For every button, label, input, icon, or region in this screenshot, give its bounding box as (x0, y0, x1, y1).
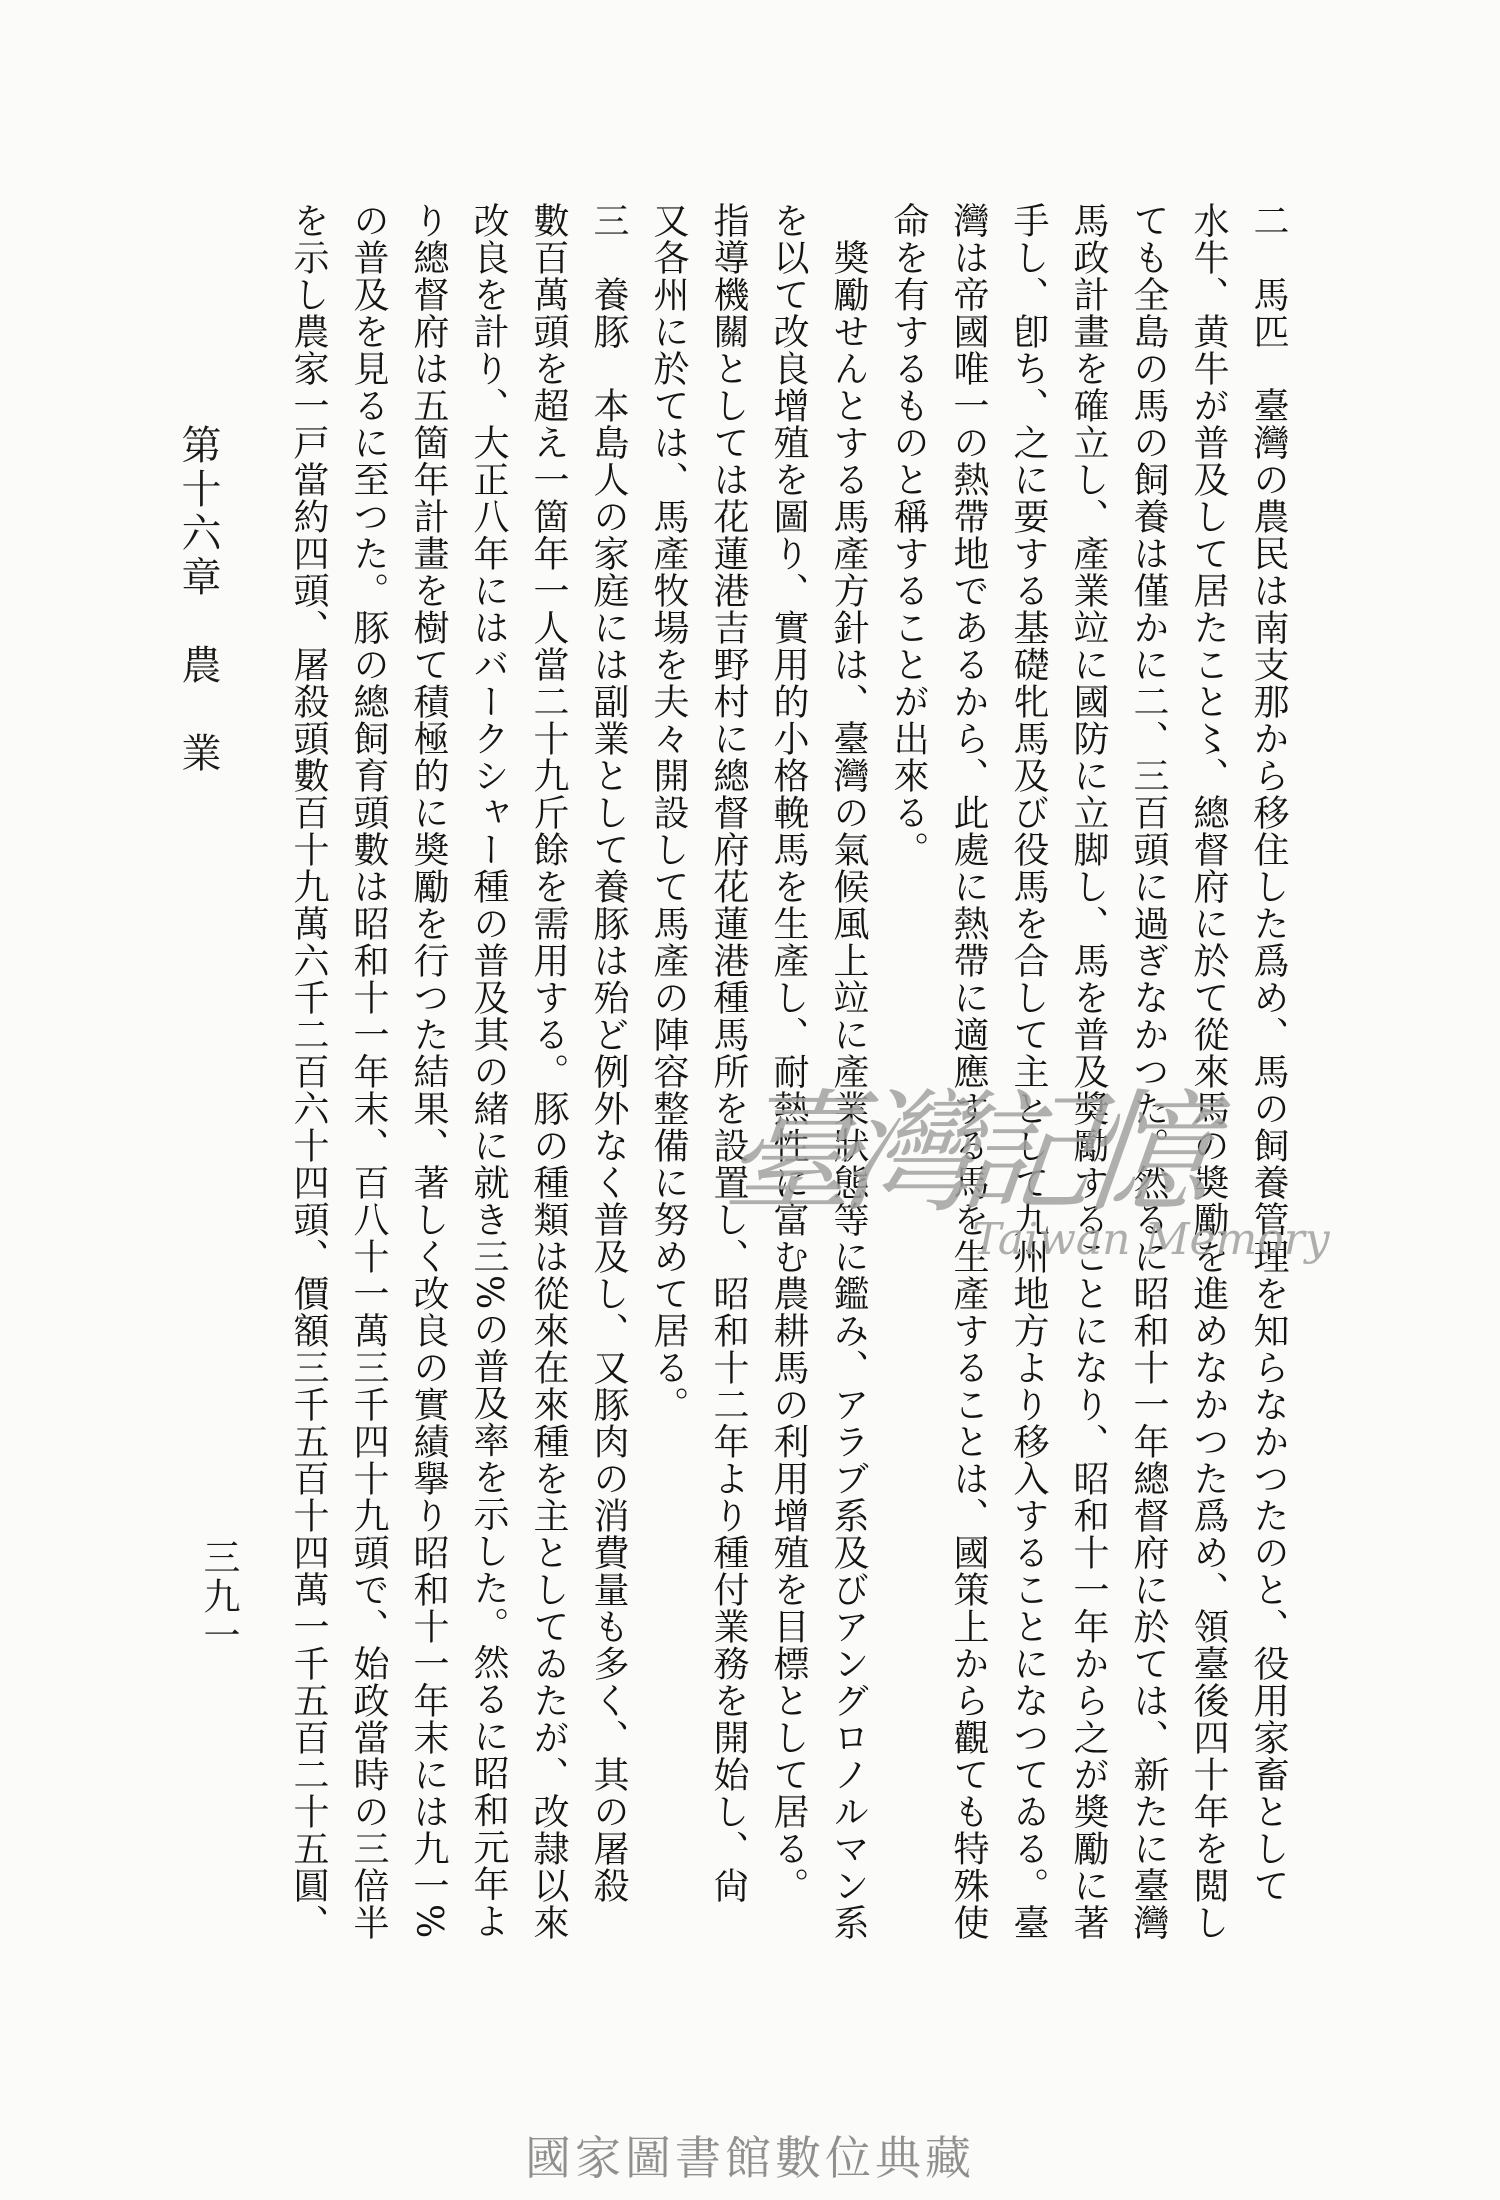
text-column: 馬政計畫を確立し、產業竝に國防に立脚し、馬を普及奬勵することになり、昭和十一年から之が奬勵に著 (1068, 202, 1109, 1941)
text-column: の普及を見るに至つた。豚の總飼育頭數は昭和十一年末、百八十一萬三千四十九頭で、始政當時の三倍半 (348, 202, 389, 1941)
text-column: 手し、卽ち、之に要する基礎牝馬及び役馬を合して主として九州地方より移入することになつてゐる。臺 (1008, 202, 1049, 1941)
text-column: 命を有するものと稱することが出來る。 (888, 202, 929, 868)
chapter-running-head: 第十六章 農 業 (175, 424, 221, 776)
text-column: り總督府は五箇年計畫を樹て積極的に奬勵を行つた結果、著しく改良の實績擧り昭和十一年末には九一% (408, 202, 449, 1940)
text-columns (278, 202, 1298, 1970)
text-column: を示し農家一戸當約四頭、屠殺頭數百十九萬六千二百六十四頭、價額三千五百十四萬一千五百二十五圓、 (288, 202, 329, 1941)
text-column: 灣は帝國唯一の熱帶地であるから、此處に熱帶に適應する馬を生產することは、國策上から觀ても特殊使 (948, 202, 989, 1941)
text-column: 指導機關としては花蓮港吉野村に總督府花蓮港種馬所を設置し、昭和十二年より種付業務を開始し、尙 (708, 202, 749, 1904)
text-column: ても全島の馬の飼養は僅かに二、三百頭に過ぎなかつた。然るに昭和十一年總督府に於ては、新たに臺灣 (1128, 202, 1169, 1941)
text-column: 奬勵せんとする馬產方針は、臺灣の氣候風上竝に產業狀態等に鑑み、アラブ系及びアングロノルマン系 (828, 202, 869, 1941)
text-column: 改良を計り、大正八年にはバークシャー種の普及其の緒に就き三%の普及率を示した。然るに昭和元年よ (468, 202, 509, 1940)
archive-caption: 國家圖書館數位典藏 (525, 2131, 975, 2185)
text-column: 水牛、黄牛が普及して居たこと〻、總督府に於て從來馬の奬勵を進めなかつた爲め、領臺後四十年を閲し (1188, 202, 1229, 1941)
text-column: 數百萬頭を超え一箇年一人當二十九斤餘を需用する。豚の種類は從來在來種を主としてゐたが、改隷以來 (528, 202, 569, 1941)
text-column: 又各州に於ては、馬產牧場を夫々開設して馬產の陣容整備に努めて居る。 (648, 202, 689, 1423)
text-column: を以て改良增殖を圖り、實用的小格輓馬を生產し、耐熱性に富む農耕馬の利用增殖を目標として居る。 (768, 202, 809, 1904)
text-column: 三 養豚 本島人の家庭には副業として養豚は殆ど例外なく普及し、又豚肉の消費量も多く、其の屠殺 (588, 202, 629, 1904)
taiwan-memory-watermark-cjk: 臺灣記憶 (717, 1077, 1207, 1231)
taiwan-memory-watermark-latin: Taiwan Memory (972, 1214, 1330, 1265)
text-column: 二 馬匹 臺灣の農民は南支那から移住した爲め、馬の飼養管理を知らなかつたのと、役用家畜として (1248, 202, 1289, 1904)
page-number: 三九一 (197, 1538, 240, 1655)
